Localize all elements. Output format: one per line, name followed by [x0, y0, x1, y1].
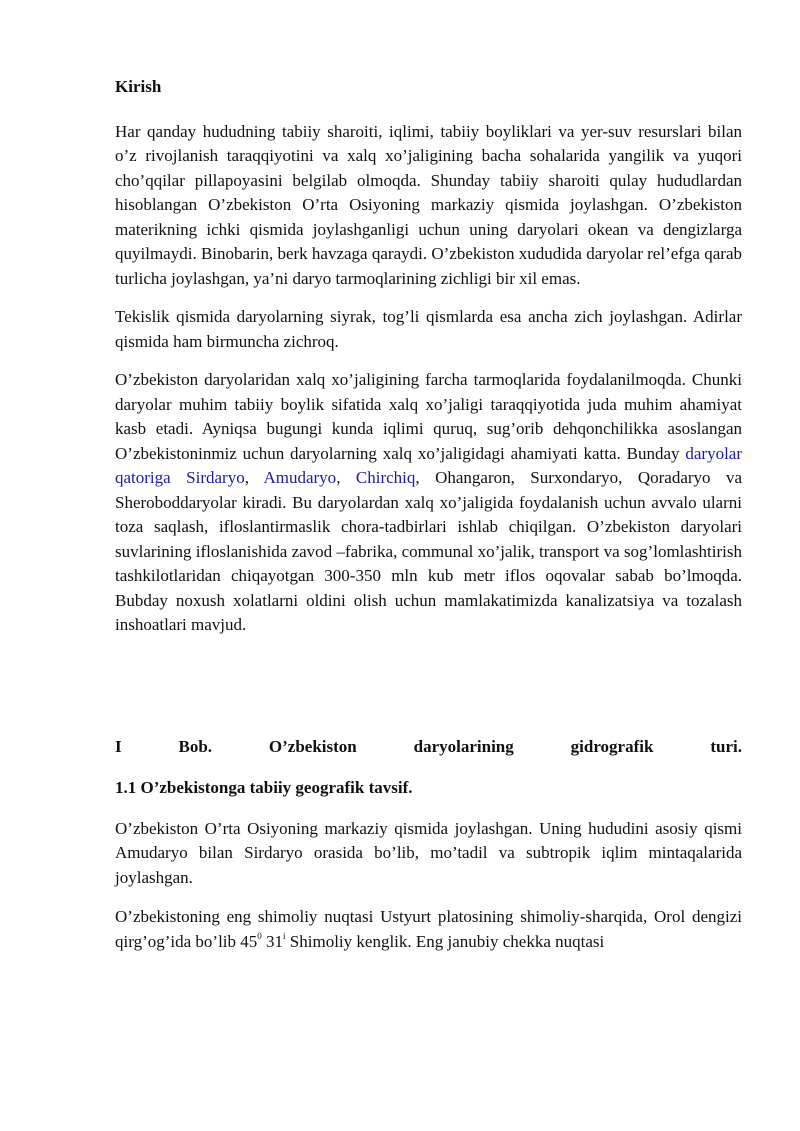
chapter-heading [115, 735, 742, 760]
intro-paragraph-3 [115, 368, 742, 638]
paragraph-text: 31 [261, 931, 284, 951]
chapter-word: daryolarining [413, 736, 514, 756]
chapter-word: I [115, 736, 122, 756]
intro-heading: Kirish [115, 77, 162, 96]
paragraph-text: O’zbekiston daryolaridan xalq xo’jaligining farcha tarmoqlarida foydalanilmoqda. Chunki daryolar muhim tabiiy boylik sifatida xalq xo’jaligi taraqqiyotida juda muhim ahamiyat kasb etadi. Ayniqsa bugungi kunda iqlimi quruq, sug’orib dehqonchilikka asoslangan O’zbekistoninmiz uchun daryolarning xalq xo’jaligidagi ahamiyati katta. Bunday [115, 370, 742, 463]
paragraph-text: O’zbekistoning eng shimoliy nuqtasi Ustyurt platosining shimoliy-sharqida, Orol dengizi qirg’og’ida bo’lib 45 [115, 907, 742, 951]
paragraph-text: Shimoliy kenglik. Eng janubiy chekka nuqtasi [285, 931, 605, 951]
link-chirchiq[interactable]: Chirchiq [355, 468, 416, 487]
minute-superscript: i [283, 930, 286, 941]
chapter-word: turi. [710, 736, 742, 756]
separator: , [244, 468, 264, 487]
chapter-word: O’zbekiston [268, 736, 357, 756]
intro-paragraph-1: Har qanday hududning tabiiy sharoiti, iqlimi, tabiiy boyliklari va yer-suv resurslari bilan o’z rivojlanish taraqqiyotini va xalq xo’jaligining bacha sohalarida yangilik va yuqori cho’qqilar pillapoyasini belgilab olmoqda. Shunday tabiiy sharoiti qulay hududlardan hisoblangan O’zbekiston O’rta Osiyoning markaziy qismida joylashgan. O’zbekiston materikning ichki qismida joylashganligi uchun uning daryolari okean va dengizlarga quyilmaydi. Binobarin, berk havzaga qaraydi. O’zbekiston xududida daryolar rel’efga qarab turlicha joylashgan, ya’ni daryo tarmoqlarining zichligi bir xil emas. [115, 121, 742, 288]
chapter-word: gidrografik [570, 736, 654, 756]
section-heading: 1.1 O’zbekistonga tabiiy geografik tavsif. [115, 778, 413, 797]
degree-superscript: 0 [257, 930, 262, 941]
link-sirdaryo[interactable]: daryolar qatoriga Sirdaryo [115, 443, 742, 487]
intro-paragraph-2: Tekislik qismida daryolarning siyrak, tog’li qismlarda esa ancha zich joylashgan. Adirlar qismida ham birmuncha zichroq. [115, 307, 742, 351]
paragraph-text: , Ohangaron, Surxondaryo, Qoradaryo va Sheroboddaryolar kiradi. Bu daryolardan xalq xo’jaligida foydalanish uchun avvalo ularni toza saqlash, ifloslantirmaslik chora-tadbirlari ishlab chiqilgan. O’zbekiston daryolari suvlarining ifloslanishida zavod –fabrika, communal xo’jalik, transport va sog’lomlashtirish tashkilotlaridan chiqayotgan 300-350 mln kub metr iflos oqovalar sabab bo’lmoqda. Bubday noxush xolatlarni oldini olish uchun mamlakatimizda kanalizatsiya va tozalash inshoatlari mavjud. [115, 468, 743, 634]
section-paragraph-1: O’zbekiston O’rta Osiyoning markaziy qismida joylashgan. Uning hududini asosiy qismi Amudaryo bilan Sirdaryo orasida bo’lib, mo’tadil va subtropik iqlim mintaqalarida joylashgan. [115, 818, 742, 887]
separator: , [336, 468, 356, 487]
link-amudaryo[interactable]: Amudaryo [263, 468, 337, 487]
document-page [115, 75, 742, 954]
chapter-word: Bob. [178, 736, 213, 756]
section-paragraph-2 [115, 905, 742, 954]
